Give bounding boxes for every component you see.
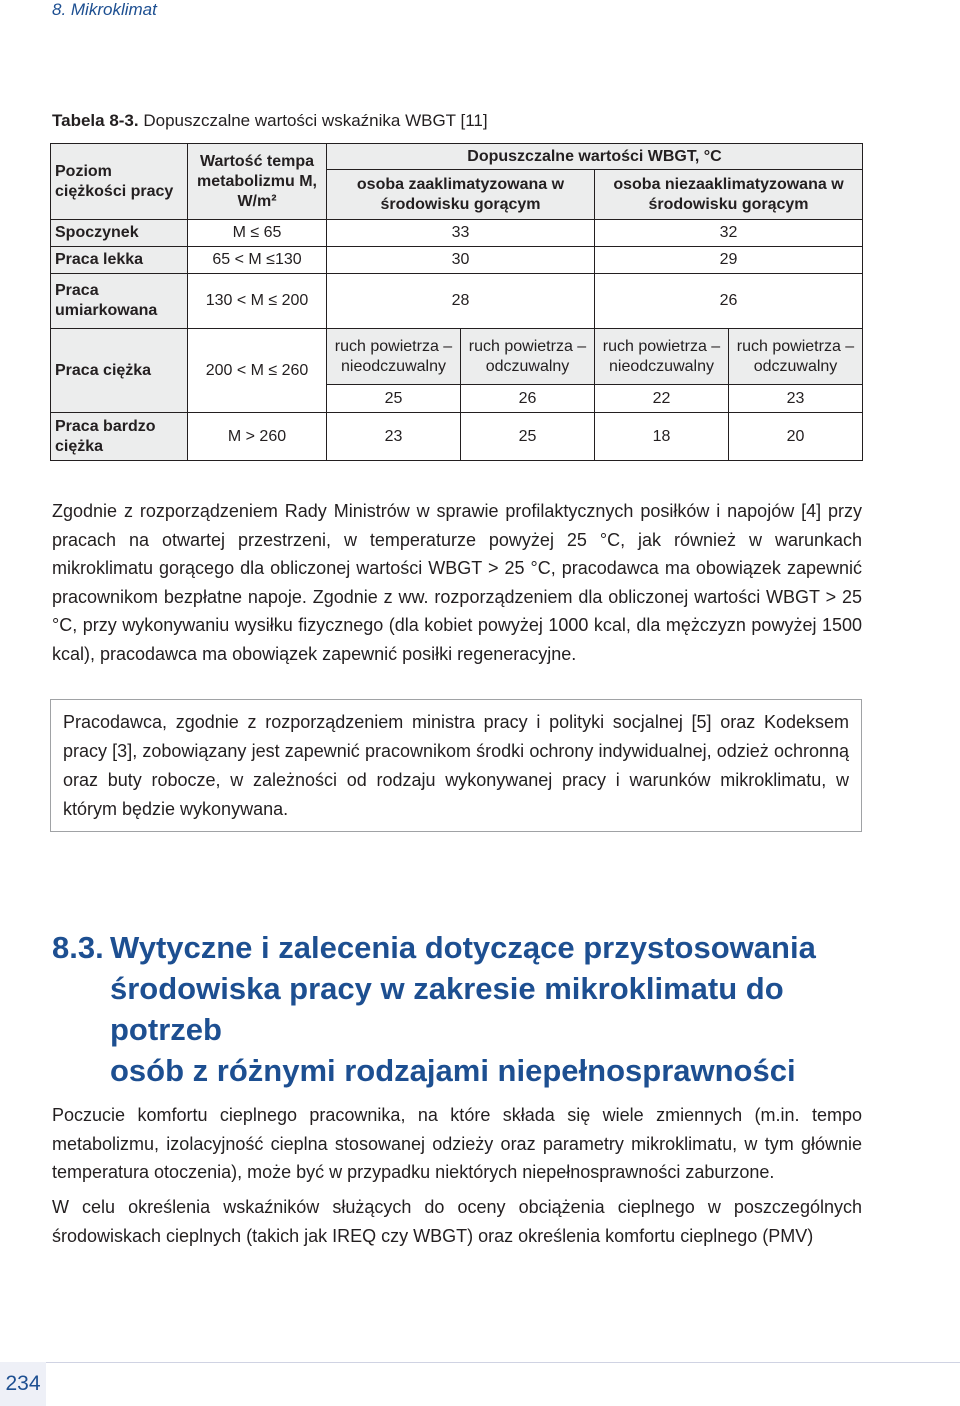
section-number: 8.3. — [52, 930, 104, 965]
row-value: 18 — [595, 413, 729, 461]
page-number: 234 — [0, 1362, 46, 1406]
row-metabolism: M ≤ 65 — [188, 220, 327, 247]
header-acclimatized: osoba zaaklimatyzowana w środowisku gorącym — [327, 170, 595, 220]
notice-text: Pracodawca, zgodnie z rozporządzeniem ministra pracy i polityki socjalnej [5] oraz Kodeksem pracy [3], zobowiązany jest zapewnić pracownikom środki ochrony indywidualnej, odzież ochronną oraz buty robocze, w zależności od rodzaju wykonywanej pracy i warunków mikroklimatu, w którym będzie wykonywana. — [63, 712, 849, 819]
section-title-line: osób z różnymi rodzajami niepełnosprawności — [110, 1053, 796, 1088]
row-value: 20 — [729, 413, 863, 461]
header-metabolism: Wartość tempa metabolizmu M, W/m² — [188, 144, 327, 220]
table-caption — [52, 111, 488, 131]
table-caption-text: Dopuszczalne wartości wskaźnika WBGT [11] — [143, 111, 488, 130]
table-row — [51, 329, 863, 385]
row-value: 26 — [461, 385, 595, 413]
table-row — [51, 220, 863, 247]
running-header: 8. Mikroklimat — [52, 0, 157, 19]
row-value: 23 — [327, 413, 461, 461]
header-non-acclimatized: osoba niezaaklimatyzowana w środowisku gorącym — [595, 170, 863, 220]
row-value: 25 — [461, 413, 595, 461]
table-row — [51, 247, 863, 274]
row-level: Praca bardzo ciężka — [51, 413, 188, 461]
row-value-acclimatized: 28 — [327, 274, 595, 329]
header-wbgt-group: Dopuszczalne wartości WBGT, °C — [327, 144, 863, 170]
air-felt-label: ruch powietrza – odczuwalny — [461, 329, 595, 385]
section-title-line: środowiska pracy w zakresie mikroklimatu do potrzeb — [110, 971, 784, 1047]
section-title-line: Wytyczne i zalecenia dotyczące przystosowania — [110, 930, 816, 965]
air-felt-label: ruch powietrza – odczuwalny — [729, 329, 863, 385]
wbgt-table — [50, 143, 863, 461]
row-value-non-acclimatized: 26 — [595, 274, 863, 329]
table-caption-label: Tabela 8-3. — [52, 111, 139, 130]
notice-box — [50, 699, 862, 832]
row-value: 22 — [595, 385, 729, 413]
paragraph-drinks-meals: Zgodnie z rozporządzeniem Rady Ministrów w sprawie profilaktycznych posiłków i napojów [4] przy pracach na otwartej przestrzeni, w temperaturze powyżej 25 °C, jak również w warunkach mikroklimatu gorącego dla obliczonej wartości WBGT > 25 °C, pracodawca ma obowiązek zapewnić pracownikom bezpłatne napoje. Zgodnie z ww. rozporządzeniem dla obliczonej wartości WBGT > 25 °C, przy wykonywaniu wysiłku fizycznego (dla kobiet powyżej 1000 kcal, dla mężczyzn powyżej 1500 kcal), pracodawca ma obowiązek zapewnić posiłki regeneracyjne. — [52, 501, 862, 664]
section-heading — [52, 927, 872, 1091]
row-level: Spoczynek — [51, 220, 188, 247]
air-not-felt-label: ruch powietrza – nieodczuwalny — [595, 329, 729, 385]
row-level: Praca ciężka — [51, 329, 188, 413]
row-value: 23 — [729, 385, 863, 413]
row-metabolism: 200 < M ≤ 260 — [188, 329, 327, 413]
row-metabolism: 130 < M ≤ 200 — [188, 274, 327, 329]
row-value-acclimatized: 33 — [327, 220, 595, 247]
row-value-non-acclimatized: 29 — [595, 247, 863, 274]
row-value: 25 — [327, 385, 461, 413]
table-row — [51, 274, 863, 329]
row-metabolism: 65 < M ≤130 — [188, 247, 327, 274]
header-work-level: Poziom ciężkości pracy — [51, 144, 188, 220]
paragraph-thermal-comfort: Poczucie komfortu cieplnego pracownika, na które składa się wiele zmiennych (m.in. tempo metabolizmu, izolacyjność cieplna stosowanej odzieży oraz parametry mikroklimatu, w tym głównie temperatura otoczenia), może być w przypadku niektórych niepełnosprawności zaburzone. — [52, 1105, 862, 1182]
row-metabolism: M > 260 — [188, 413, 327, 461]
row-level: Praca lekka — [51, 247, 188, 274]
row-level: Praca umiarkowana — [51, 274, 188, 329]
air-not-felt-label: ruch powietrza – nieodczuwalny — [327, 329, 461, 385]
paragraph-indices: W celu określenia wskaźników służących do oceny obciążenia cieplnego w poszczególnych środowiskach cieplnych (takich jak IREQ czy WBGT) oraz określenia komfortu cieplnego (PMV) — [52, 1197, 862, 1246]
table-row — [51, 413, 863, 461]
row-value-non-acclimatized: 32 — [595, 220, 863, 247]
row-value-acclimatized: 30 — [327, 247, 595, 274]
footer-rule — [0, 1362, 960, 1363]
